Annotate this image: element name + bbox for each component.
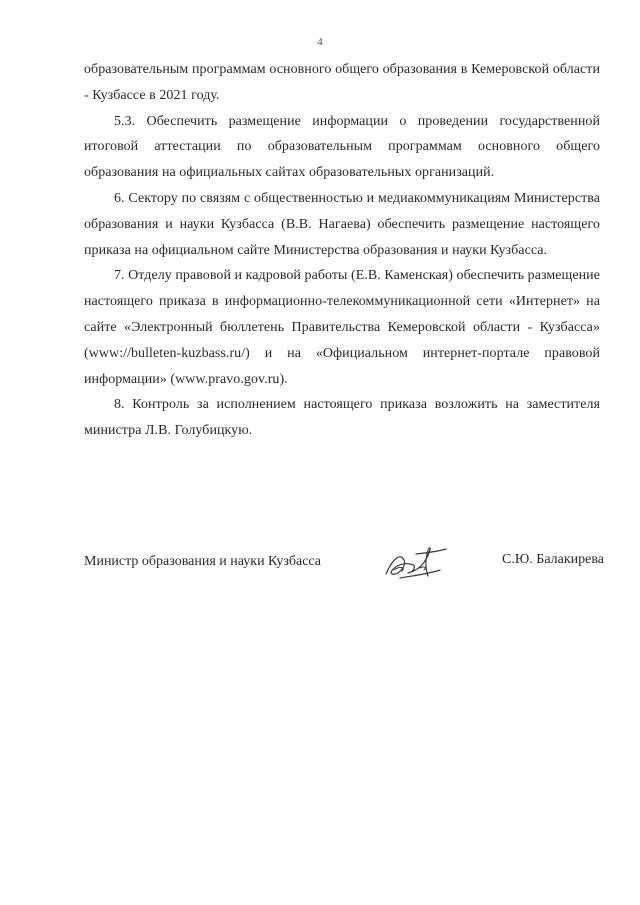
signer-position: Министр образования и науки Кузбасса bbox=[84, 554, 322, 569]
paragraph-5-3: 5.3. Обеспечить размещение информации о проведении государственной итоговой аттестации по образовательным программам основного общего образования на официальных сайтах образовательных организаций. bbox=[84, 113, 600, 181]
paragraph-8: 8. Контроль за исполнением настоящего приказа возложить на заместителя министра Л.В. Голубицкую. bbox=[84, 397, 600, 439]
handwritten-signature bbox=[380, 540, 450, 586]
paragraph-7: 7. Отделу правовой и кадровой работы (Е.В. Каменская) обеспечить размещение настоящего приказа в информационно-телекоммуникационной сети «Интернет» на сайте «Электронный бюллетень Правительства Кемеровской области - Кузбасса» (www://bulleten-kuzbass.ru/) и на «Официальном интернет-портале правовой информации» (www.pravo.gov.ru). bbox=[84, 268, 600, 387]
signer-name: С.Ю. Балакирева bbox=[502, 552, 604, 567]
paragraph-6: 6. Сектору по связям с общественностью и медиакоммуникациям Министерства образования и науки Кузбасса (В.В. Нагаева) обеспечить размещение настоящего приказа на официальном сайте Министерства образования и науки Кузбасса. bbox=[84, 190, 600, 258]
paragraph-5-2-continuation: образовательным программам основного общего образования в Кемеровской области - Кузбассе в 2021 году. bbox=[84, 62, 600, 103]
document-body bbox=[84, 57, 600, 444]
page-number: 4 bbox=[317, 36, 323, 48]
signature-block bbox=[84, 540, 604, 590]
